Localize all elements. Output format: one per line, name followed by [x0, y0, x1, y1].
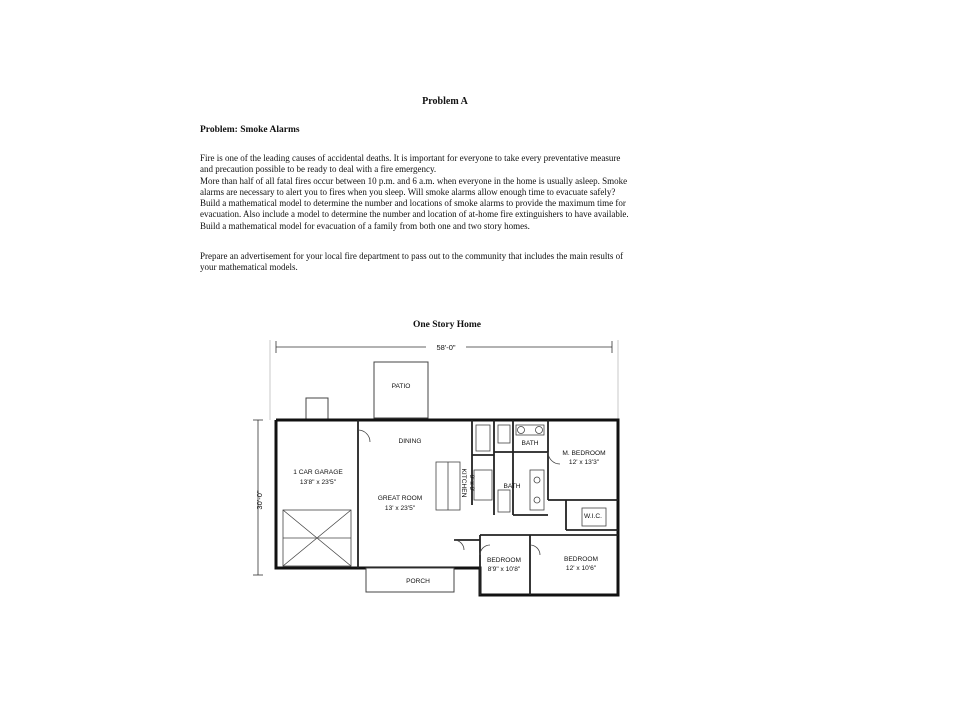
room-size-great-room: 13' x 23'5": [384, 505, 416, 512]
width-dimension: 58'-0": [436, 343, 456, 352]
room-label-bath-2: BATH: [503, 483, 521, 490]
problem-description: [200, 153, 700, 232]
room-size-bedroom-3: 12' x 10'6": [565, 565, 597, 572]
room-label-bedroom-2: BEDROOM: [486, 557, 522, 564]
room-label-porch: PORCH: [406, 578, 430, 585]
room-size-master-bedroom: 12' x 13'3": [568, 459, 600, 466]
page-title: Problem A: [422, 96, 468, 107]
advertisement-task: [200, 251, 700, 274]
text-line: and precaution possible to be ready to deal with a fire emergency.: [200, 164, 437, 175]
dimension-lines: [253, 340, 618, 575]
garage-bump: [306, 398, 328, 420]
room-label-master-bedroom: M. BEDROOM: [562, 450, 606, 457]
text-line: Prepare an advertisement for your local fire department to pass out to the community that includes the main results of: [200, 251, 624, 261]
room-size-garage: 13'8" x 23'5": [299, 479, 337, 486]
text-line: your mathematical models.: [200, 262, 298, 273]
problem-subtitle: Problem: Smoke Alarms: [200, 125, 300, 135]
text-line: Build a mathematical model for evacuation of a family from both one and two story homes.: [200, 220, 530, 231]
room-label-garage: 1 CAR GARAGE: [293, 469, 343, 476]
floor-plan-title: One Story Home: [412, 320, 482, 330]
fixtures: [283, 425, 606, 566]
room-label-great-room: GREAT ROOM: [377, 495, 423, 502]
patio: [374, 362, 428, 418]
text-line: Build a mathematical model to determine the number and locations of smoke alarms to provide the maximum time for: [200, 198, 626, 209]
depth-dimension: 30'-0": [255, 490, 264, 510]
room-size-bedroom-2: 8'9" x 10'8": [487, 566, 521, 573]
room-label-kitchen: KITCHEN: [460, 468, 467, 498]
room-label-wic: W.I.C.: [584, 513, 602, 520]
text-line: More than half of all fatal fires occur between 10 p.m. and 6 a.m. when everyone in the home is usually asleep. Smoke: [200, 175, 628, 186]
room-label-patio: PATIO: [391, 383, 411, 390]
text-line: evacuation. Also include a model to determine the number and location of at-home fire extinguishers to have available.: [200, 209, 629, 220]
text-line: alarms are necessary to alert you to fires when you sleep. Will smoke alarms allow enough time to evacuate safely?: [200, 186, 616, 197]
room-size-kitchen: 9' x 9': [468, 474, 475, 492]
floor-plan: [240, 334, 640, 614]
room-label-bedroom-3: BEDROOM: [563, 556, 599, 563]
room-label-dining: DINING: [398, 438, 422, 445]
room-label-bath-1: BATH: [521, 440, 539, 447]
text-line: Fire is one of the leading causes of accidental deaths. It is important for everyone to take every preventative measure: [200, 153, 621, 163]
